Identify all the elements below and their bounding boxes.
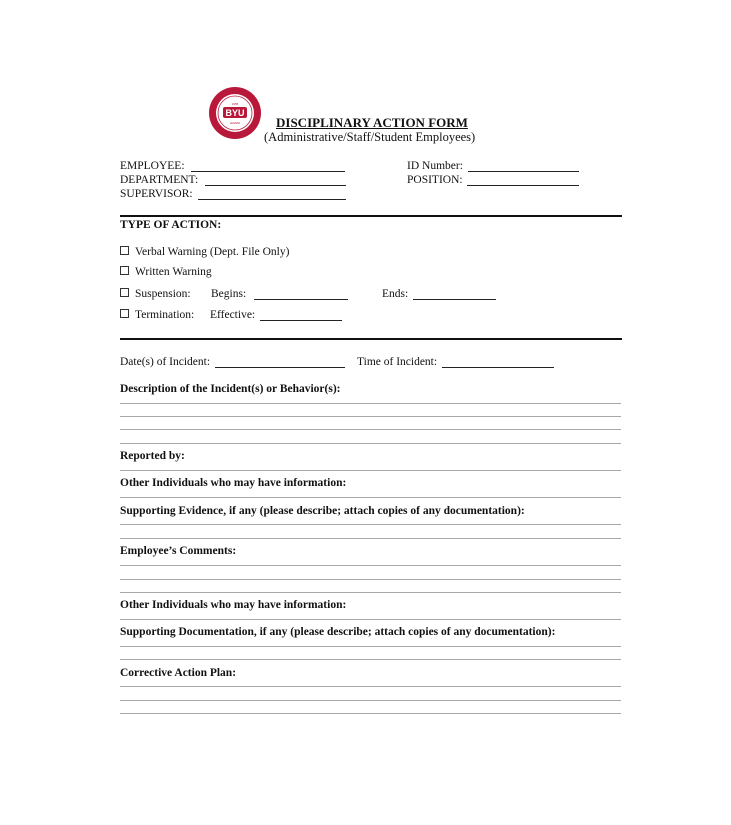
employee-comments-heading: Employee’s Comments: [120, 545, 237, 557]
form-title: DISCIPLINARY ACTION FORM [276, 115, 468, 130]
verbal-warning-checkbox[interactable] [120, 246, 129, 255]
form-subtitle: (Administrative/Staff/Student Employees) [264, 130, 476, 144]
reported-by-heading: Reported by: [120, 450, 185, 462]
writing-line[interactable] [120, 403, 621, 404]
writing-line[interactable] [120, 429, 621, 430]
effective-field[interactable] [260, 320, 342, 321]
byu-seal-logo [208, 86, 262, 140]
writing-line[interactable] [120, 416, 621, 417]
writing-line[interactable] [120, 619, 621, 620]
svg-text:HAWAII: HAWAII [229, 121, 241, 125]
supervisor-field[interactable] [198, 199, 346, 200]
supervisor-label: SUPERVISOR: [120, 188, 193, 200]
writing-line[interactable] [120, 700, 621, 701]
id-number-label: ID Number: [407, 160, 463, 172]
writing-line[interactable] [120, 470, 621, 471]
section-divider [120, 338, 622, 340]
termination-option[interactable] [120, 308, 194, 322]
termination-checkbox[interactable] [120, 309, 129, 318]
suspension-checkbox[interactable] [120, 288, 129, 297]
writing-line[interactable] [120, 565, 621, 566]
position-label: POSITION: [407, 174, 463, 186]
description-heading: Description of the Incident(s) or Behavior(s): [120, 383, 341, 395]
termination-label: Termination: [135, 309, 195, 321]
incident-dates-label: Date(s) of Incident: [120, 356, 211, 368]
written-warning-label: Written Warning [135, 266, 212, 278]
written-warning-option[interactable] [120, 265, 212, 279]
id-number-field[interactable] [468, 171, 579, 172]
writing-line[interactable] [120, 592, 621, 593]
position-field[interactable] [467, 185, 579, 186]
begins-field[interactable] [254, 299, 348, 300]
suspension-label: Suspension: [135, 288, 191, 300]
incident-time-field[interactable] [442, 367, 554, 368]
begins-label: Begins: [211, 288, 247, 300]
ends-label: Ends: [382, 288, 409, 300]
writing-line[interactable] [120, 646, 621, 647]
corrective-action-heading: Corrective Action Plan: [120, 667, 237, 679]
written-warning-checkbox[interactable] [120, 266, 129, 275]
writing-line[interactable] [120, 524, 621, 525]
supporting-documentation-heading: Supporting Documentation, if any (please describe; attach copies of any documentation): [120, 626, 556, 638]
employee-field[interactable] [191, 171, 345, 172]
verbal-warning-label: Verbal Warning (Dept. File Only) [135, 246, 290, 258]
other-individuals-heading: Other Individuals who may have information: [120, 599, 347, 611]
effective-label: Effective: [210, 309, 256, 321]
writing-line[interactable] [120, 538, 621, 539]
writing-line[interactable] [120, 659, 621, 660]
type-of-action-heading: TYPE OF ACTION: [120, 219, 222, 231]
svg-text:BYU: BYU [225, 108, 245, 118]
verbal-warning-option[interactable] [120, 245, 289, 259]
ends-field[interactable] [413, 299, 496, 300]
writing-line[interactable] [120, 443, 621, 444]
department-label: DEPARTMENT: [120, 174, 199, 186]
svg-text:1955: 1955 [231, 102, 239, 106]
department-field[interactable] [205, 185, 346, 186]
writing-line[interactable] [120, 579, 621, 580]
incident-dates-field[interactable] [215, 367, 345, 368]
writing-line[interactable] [120, 713, 621, 714]
supporting-evidence-heading: Supporting Evidence, if any (please describe; attach copies of any documentation): [120, 505, 525, 517]
suspension-option[interactable] [120, 287, 191, 301]
writing-line[interactable] [120, 497, 621, 498]
writing-line[interactable] [120, 686, 621, 687]
incident-time-label: Time of Incident: [357, 356, 438, 368]
other-individuals-heading: Other Individuals who may have information: [120, 477, 347, 489]
employee-label: EMPLOYEE: [120, 160, 185, 172]
section-divider [120, 215, 622, 217]
